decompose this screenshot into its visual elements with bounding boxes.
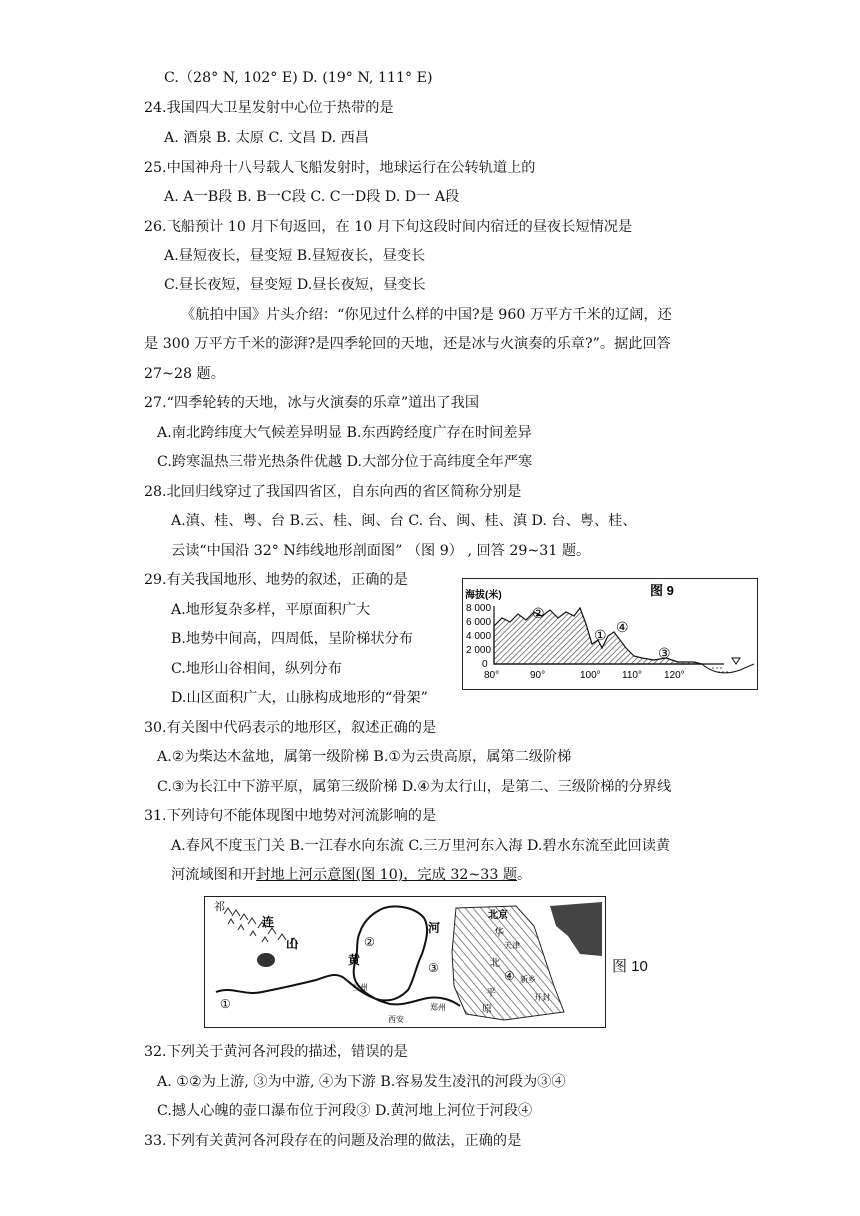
- q25-stem: 25.中国神舟十八号载人飞船发射时，地球运行在公转轨道上的: [144, 160, 536, 176]
- intro-line-3: 27~28 题。: [144, 366, 225, 382]
- figure-9-y-tick: 6 000: [466, 617, 492, 628]
- figure-10-label: 新乡: [520, 975, 536, 984]
- figure-9-x-tick: 80°: [484, 670, 500, 681]
- figure-10-yellow-river-map: [204, 896, 606, 1028]
- q31-continued: [171, 865, 531, 885]
- figure-10-label: 祁: [214, 900, 225, 913]
- figure-9-y-axis-label: 海拔(米): [465, 590, 502, 601]
- figure-10-label: 黄: [348, 953, 361, 967]
- intro-line-2: 是 300 万平方千米的澎湃?是四季轮回的天地，还是冰与火演奏的乐章?”。据此回答: [144, 336, 671, 352]
- figure-10-label: 连: [262, 915, 275, 929]
- figure-9-y-tick: 4 000: [466, 631, 492, 642]
- figure-9-y-tick: 2 000: [466, 645, 492, 656]
- q31-stem: 31.下列诗句不能体现图中地势对河流影响的是: [144, 808, 437, 824]
- q32-stem: 32.下列关于黄河各河段的描述，错误的是: [144, 1044, 408, 1060]
- q24-options: A. 酒泉 B. 太原 C. 文昌 D. 西昌: [164, 130, 369, 146]
- q31-options: A.春风不度玉门关 B.一江春水向东流 C.三万里河东入海 D.碧水东流至此回读黄: [171, 838, 671, 854]
- figure-9-marker-4: ④: [616, 620, 629, 636]
- figure-9-marker-3: ③: [658, 646, 671, 662]
- figure-9-y-tick: 8 000: [466, 603, 492, 614]
- q29-option-b: B.地势中间高，四周低，呈阶梯状分布: [171, 631, 413, 647]
- figure-10-label: 北京: [488, 910, 508, 921]
- figure-9-x-tick: 120°: [664, 670, 685, 681]
- q25-options: A. A一B段 B. B一C段 C. C一D段 D. D一 A段: [164, 189, 460, 205]
- figure-10-marker-2: ②: [364, 935, 375, 949]
- q26-options-ab: A.昼短夜长，昼变短 B.昼短夜长，昼变长: [164, 248, 426, 264]
- q29-option-a: A.地形复杂多样，平原面积广大: [171, 602, 371, 618]
- figure-10-label: 原: [482, 1004, 492, 1015]
- figure-10-marker-3: ③: [428, 961, 439, 975]
- q30-options-ab: A.②为柴达木盆地，属第一级阶梯 B.①为云贵高原，属第二级阶梯: [157, 749, 572, 765]
- q33-stem: 33.下列有关黄河各河段存在的问题及治理的做法，正确的是: [144, 1133, 522, 1149]
- q29-option-c: C.地形山谷相间，纵列分布: [171, 661, 342, 677]
- figure-10-label: 华: [494, 928, 504, 939]
- figure-10-caption: 图 10: [612, 958, 648, 975]
- q30-stem: 30.有关图中代码表示的地形区，叙述正确的是: [144, 720, 437, 736]
- q27-options-ab: A.南北跨纬度大气候差异明显 B.东西跨经度广存在时间差异: [157, 425, 532, 441]
- q27-options-cd: C.跨寒温热三带光热条件优越 D.大部分位于高纬度全年严寒: [157, 454, 533, 470]
- q28-options: A.滇、桂、粤、台 B.云、桂、闽、台 C. 台、闽、桂、滇 D. 台、粤、桂、: [171, 513, 637, 529]
- figure-9-title: 图 9: [650, 583, 674, 598]
- figure-9-x-tick: 90°: [530, 670, 546, 681]
- figure-10-label: 平: [486, 988, 496, 999]
- q26-stem: 26.飞船预计 10 月下旬返回，在 10 月下旬这段时间内宿迁的昼夜长短情况是: [144, 219, 633, 235]
- figure-10-label: 河: [428, 921, 441, 935]
- figure-10-label: 开封: [534, 993, 550, 1002]
- figure-10-marker-1: ①: [220, 997, 231, 1011]
- figure-9-terrain-profile: [462, 578, 758, 690]
- figure-9-y-tick: 0: [482, 659, 488, 670]
- q28-continued: 云读“中国沿 32° N纬线地形剖面图” （图 9） , 回答 29~31 题。: [171, 543, 591, 559]
- intro-line-1: 《航拍中国》片头介绍：“你见过什么样的中国?是 960 万平方千米的辽阔，还: [181, 307, 672, 323]
- figure-10-label: 山: [286, 937, 299, 951]
- q31-continued-part2: 封地上河示意图(图 10)，完成 32~33 题: [256, 867, 518, 883]
- q29-option-d: D.山区面积广大，山脉构成地形的“骨架”: [171, 690, 428, 706]
- q23-options-cd: C.（28° N, 102° E) D. (19° N, 111° E): [164, 70, 433, 86]
- q32-options-ab: A. ①②为上游, ③为中游, ④为下游 B.容易发生凌汛的河段为③④: [157, 1074, 566, 1090]
- q28-stem: 28.北回归线穿过了我国四省区，自东向西的省区简称分别是: [144, 484, 522, 500]
- figure-9-x-tick: 110°: [622, 670, 642, 681]
- figure-9-marker-2: ②: [532, 606, 545, 622]
- figure-10-label: 西安: [388, 1015, 404, 1024]
- figure-9-x-tick: 100°: [580, 670, 601, 681]
- figure-10-label: 兰州: [352, 983, 368, 992]
- figure-10-label: 天津: [504, 941, 520, 950]
- figure-9-marker-1: ①: [594, 628, 607, 644]
- q27-stem: 27.“四季轮转的天地，冰与火演奏的乐章”道出了我国: [144, 395, 480, 411]
- q29-stem: 29.有关我国地形、地势的叙述，正确的是: [144, 572, 408, 588]
- figure-10-label: 郑州: [430, 1003, 446, 1012]
- q31-continued-part1: 河流域图和开: [171, 867, 257, 883]
- q24-stem: 24.我国四大卫星发射中心位于热带的是: [144, 100, 394, 116]
- q32-options-cd: C.撼人心魄的壶口瀑布位于河段③ D.黄河地上河位于河段④: [157, 1103, 533, 1119]
- q31-continued-part3: 。: [517, 867, 532, 883]
- q26-options-cd: C.昼长夜短，昼变短 D.昼长夜短，昼变长: [164, 277, 426, 293]
- figure-10-label: 北: [490, 958, 500, 969]
- figure-10-marker-4: ④: [504, 969, 515, 983]
- figure-10-lake: [257, 953, 275, 967]
- q30-options-cd: C.③为长江中下游平原，属第三级阶梯 D.④为太行山，是第二、三级阶梯的分界线: [157, 779, 672, 795]
